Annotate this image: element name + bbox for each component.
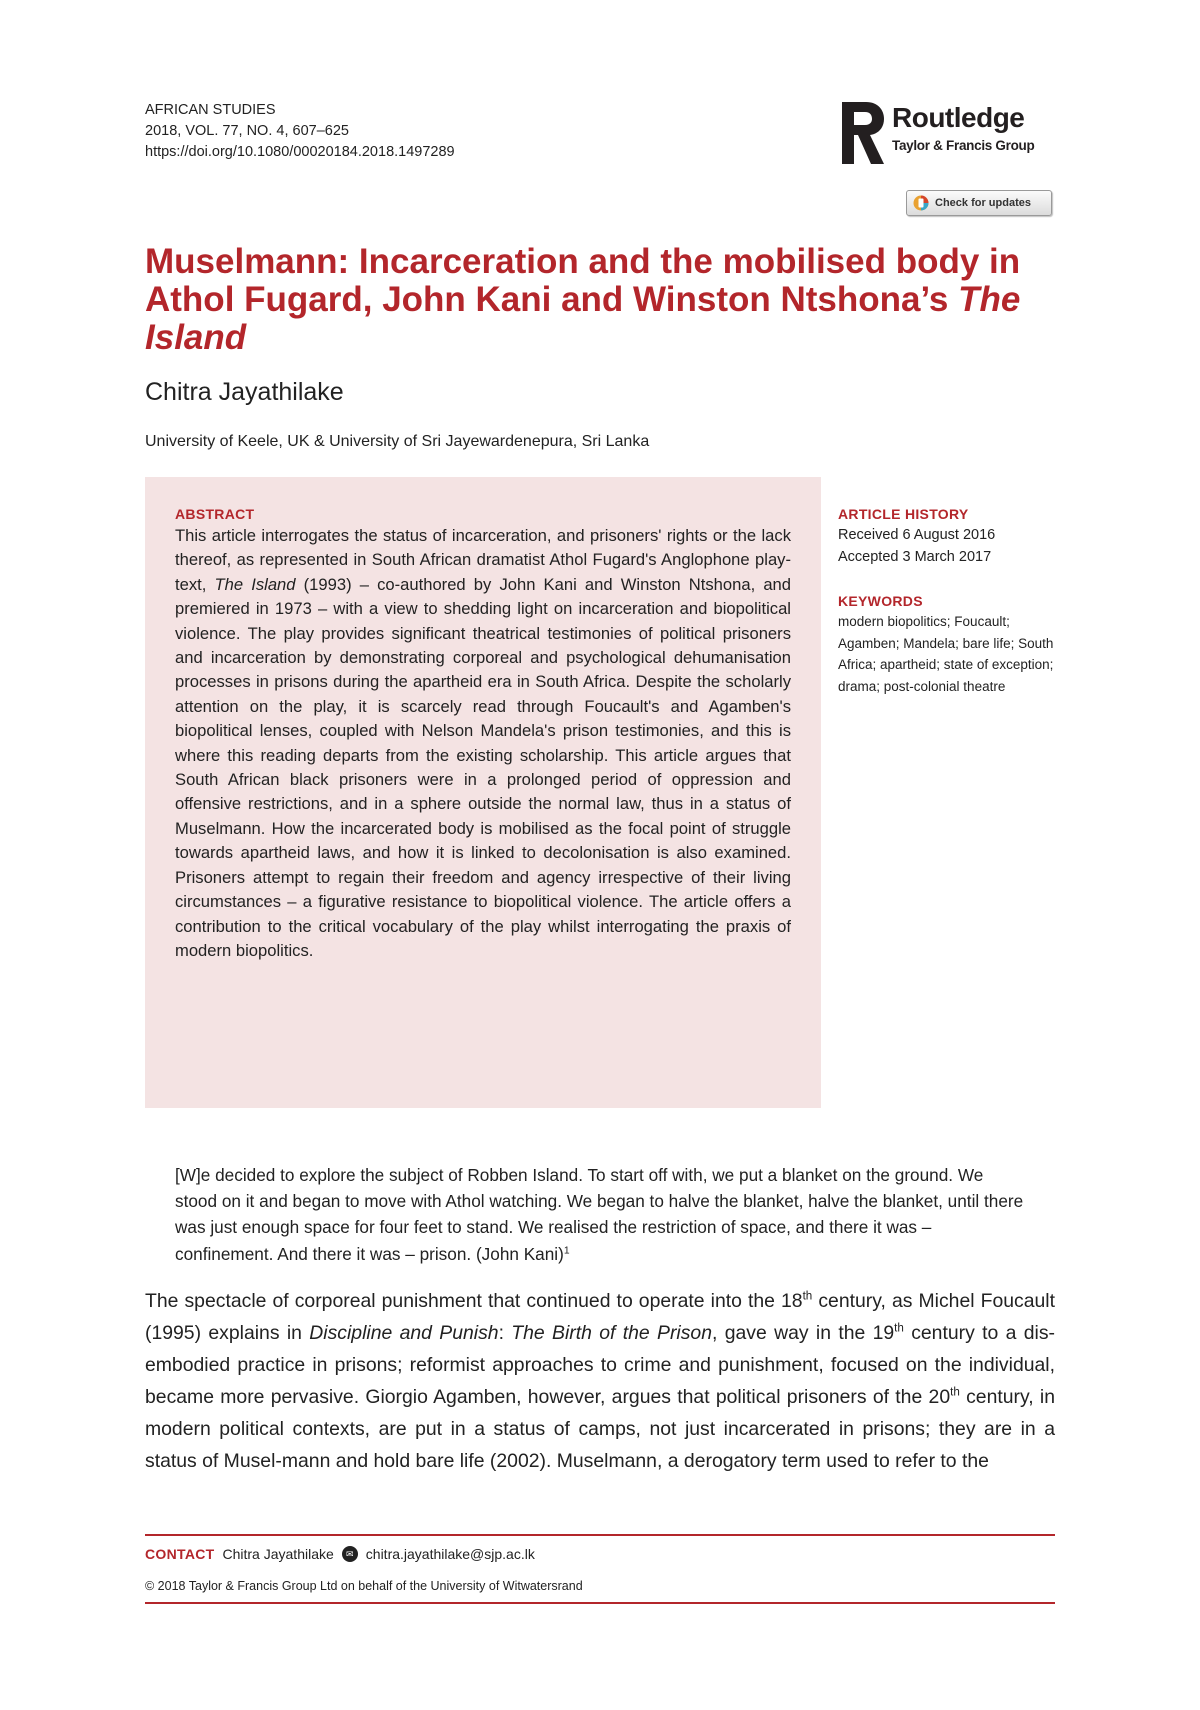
keywords-list: modern biopolitics; Foucault; Agamben; Mandela; bare life; South Africa; apartheid; state of exception; drama; post-colonial theatre bbox=[838, 614, 1054, 694]
contact-email[interactable]: chitra.jayathilake@sjp.ac.lk bbox=[365, 1546, 535, 1562]
body-text-segment: The spectacle of corporeal punishment that continued to operate into the 18 bbox=[145, 1290, 803, 1312]
body-text-segment: century, as Michel Foucault (1995) explains in bbox=[145, 1290, 1055, 1344]
journal-info bbox=[145, 100, 455, 163]
article-history-heading: ARTICLE HISTORY bbox=[838, 506, 969, 522]
keywords-heading: KEYWORDS bbox=[838, 593, 923, 609]
superscript: th bbox=[950, 1385, 960, 1399]
contact-name: Chitra Jayathilake bbox=[222, 1546, 334, 1562]
journal-name: AFRICAN STUDIES bbox=[145, 102, 276, 118]
contact-line bbox=[145, 1546, 535, 1562]
abstract-heading: ABSTRACT bbox=[175, 506, 255, 522]
body-paragraph bbox=[145, 1285, 1055, 1477]
title-main: Muselmann: Incarceration and the mobilised body in Athol Fugard, John Kani and Winston Ntshona’s bbox=[145, 242, 1021, 319]
abstract-italic: The Island bbox=[214, 574, 296, 594]
abstract-text-part2: (1993) – co-authored by John Kani and Winston Ntshona, and premiered in 1973 – with a view to shedding light on incarceration and biopolitical violence. The play provides significant theatrical testimonies of political prisoners and incarceration by demonstrating corporeal and psychological dehumanisation processes in prisons during the apartheid era in South Africa. Despite the scholarly attention on the play, it is scarcely read through Foucault's and Agamben's biopolitical lenses, coupled with Nelson Mandela's prison testimonies, and this is where this reading departs from the existing scholarship. This article argues that South African black prisoners were in a prolonged period of oppression and offensive restrictions, and in a sphere outside the normal law, thus in a status of Muselmann. How the incarcerated body is mobilised as the focal point of struggle towards apartheid laws, and how it is linked to decolonisation is also examined. Prisoners attempt to regain their freedom and agency irrespective of their living circumstances – a figurative resistance to biopolitical violence. The article offers a contribution to the critical vocabulary of the play whilst interrogating the praxis of modern biopolitics. bbox=[175, 574, 792, 960]
publisher-logo bbox=[842, 100, 1057, 166]
epigraph-quote bbox=[175, 1162, 1025, 1267]
volume-info: 2018, VOL. 77, NO. 4, 607–625 bbox=[145, 123, 349, 139]
email-icon: ✉ bbox=[342, 1546, 358, 1562]
crossmark-icon bbox=[913, 195, 929, 211]
footer-rule-bottom bbox=[145, 1602, 1055, 1604]
abstract-text-part1: This article interrogates the status of incarceration, and prisoners' rights or the lack thereof, as represented in South African dramatist Athol Fugard's Anglophone play-text, bbox=[175, 526, 791, 594]
footer-rule-top bbox=[145, 1534, 1055, 1536]
article-title bbox=[145, 243, 1060, 357]
article-history bbox=[838, 524, 995, 568]
superscript: th bbox=[894, 1321, 904, 1335]
footnote-marker[interactable]: 1 bbox=[563, 1244, 570, 1256]
title-italic: The Island bbox=[145, 280, 1021, 357]
superscript: th bbox=[802, 1289, 813, 1303]
doi-link[interactable]: https://doi.org/10.1080/00020184.2018.1497289 bbox=[145, 144, 455, 160]
contact-label: CONTACT bbox=[145, 1546, 215, 1562]
routledge-r-icon bbox=[842, 102, 884, 164]
copyright-notice: © 2018 Taylor & Francis Group Ltd on behalf of the University of Witwatersrand bbox=[145, 1579, 583, 1593]
publisher-group: Taylor & Francis Group bbox=[892, 138, 1035, 153]
received-date: Received 6 August 2016 bbox=[838, 527, 996, 543]
book-title-italic: Discipline and Punish bbox=[309, 1322, 499, 1344]
quote-text: [W]e decided to explore the subject of Robben Island. To start off with, we put a blanket on the ground. We stood on it and began to move with Athol watching. We began to halve the blanket, halve the blanket, until there was just enough space for four feet to stand. We realised the restriction of space, and there it was – confinement. And there it was – prison. (John Kani) bbox=[175, 1165, 1024, 1264]
author-affiliation: University of Keele, UK & University of Sri Jayewardenepura, Sri Lanka bbox=[145, 433, 650, 450]
check-for-updates-button[interactable] bbox=[906, 190, 1052, 216]
check-for-updates-label: Check for updates bbox=[935, 197, 1031, 209]
body-text-segment: , gave way in the 19 bbox=[711, 1322, 895, 1344]
publisher-name: Routledge bbox=[892, 102, 1025, 133]
accepted-date: Accepted 3 March 2017 bbox=[838, 549, 992, 565]
body-text-segment: century, in modern political contexts, are put in a status of camps, not just incarcerated in prisons; they are in a status of Musel-mann and hold bare life (2002). Muselmann, a derogatory term used to refer to the bbox=[145, 1386, 1056, 1472]
abstract-text bbox=[175, 524, 791, 963]
author-name: Chitra Jayathilake bbox=[145, 378, 344, 406]
body-text-segment: century to a dis-embodied practice in prisons; reformist approaches to crime and punishment, focused on the individual, became more pervasive. Giorgio Agamben, however, argues that political prisoners of the 20 bbox=[145, 1322, 1055, 1408]
book-subtitle-italic: The Birth of the Prison bbox=[511, 1322, 712, 1344]
body-text-segment: : bbox=[498, 1322, 512, 1344]
